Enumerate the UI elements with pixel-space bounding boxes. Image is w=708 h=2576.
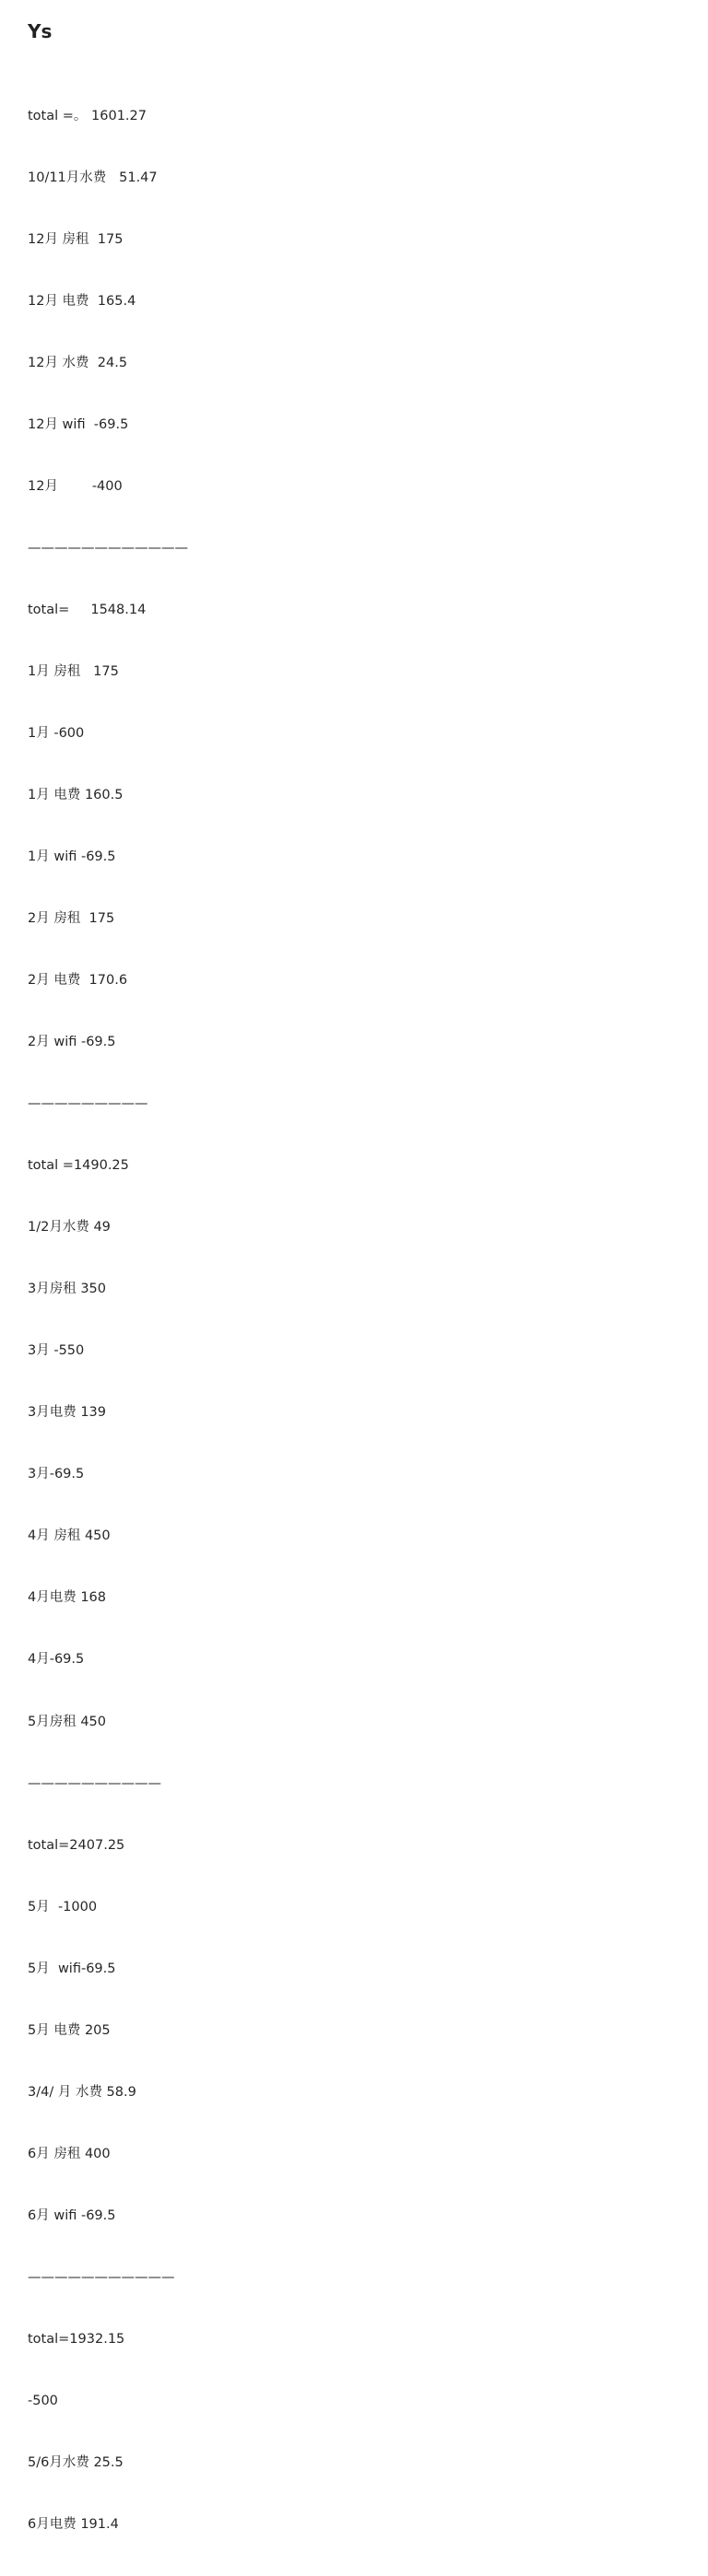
note-line: 4月电费 168: [28, 1590, 107, 1606]
note-line: 6月电费 191.4: [28, 2516, 119, 2532]
separator-line: —————————: [28, 1096, 148, 1112]
note-line: total =。 1601.27: [28, 108, 147, 123]
note-line: 5月 -1000: [28, 1899, 98, 1914]
note-line: 1月 -600: [28, 726, 85, 741]
note-line: 12月 wifi -69.5: [28, 416, 129, 432]
note-line: 1/2月水费 49: [28, 1220, 111, 1235]
note-line: total= 1548.14: [28, 602, 147, 617]
note-title[interactable]: Ys: [28, 20, 53, 42]
note-line: 3/4/ 月 水费 58.9: [28, 2084, 136, 2100]
separator-line: ——————————: [28, 1775, 161, 1791]
note-body[interactable]: [28, 64, 673, 2576]
note-line: total=2407.25: [28, 1837, 125, 1853]
note-line: 3月房租 350: [28, 1282, 107, 1297]
note-content[interactable]: [28, 18, 673, 2576]
note-line: 1月 电费 160.5: [28, 788, 124, 803]
note-line: 5月房租 450: [28, 1714, 107, 1729]
note-line: -500: [28, 2393, 58, 2408]
note-line: 4月-69.5: [28, 1652, 85, 1668]
note-line: 1月 wifi -69.5: [28, 849, 116, 865]
note-line: total=1932.15: [28, 2331, 125, 2347]
separator-line: ————————————: [28, 540, 188, 556]
note-line: 2月 房租 175: [28, 911, 115, 927]
note-line: 10/11月水费 51.47: [28, 170, 158, 185]
note-line: 5/6月水费 25.5: [28, 2454, 124, 2470]
note-line: 6月 wifi -69.5: [28, 2207, 116, 2223]
note-line: 12月 水费 24.5: [28, 355, 128, 370]
note-line: 1月 房租 175: [28, 663, 119, 679]
note-line: 5月 wifi-69.5: [28, 1961, 116, 1976]
note-line: 12月 房租 175: [28, 231, 124, 247]
note-line: 4月 房租 450: [28, 1528, 111, 1544]
note-line: 12月 -400: [28, 478, 123, 494]
separator-line: ———————————: [28, 2269, 175, 2285]
note-line: 3月-69.5: [28, 1467, 85, 1482]
note-line: 3月电费 139: [28, 1405, 107, 1421]
note-line: 3月 -550: [28, 1343, 85, 1359]
note-line: 2月 电费 170.6: [28, 973, 128, 989]
note-line: 12月 电费 165.4: [28, 293, 136, 309]
note-line: 2月 wifi -69.5: [28, 1035, 116, 1050]
note-line: 6月 房租 400: [28, 2146, 111, 2161]
note-line: total =1490.25: [28, 1158, 129, 1174]
note-line: 5月 电费 205: [28, 2022, 111, 2038]
